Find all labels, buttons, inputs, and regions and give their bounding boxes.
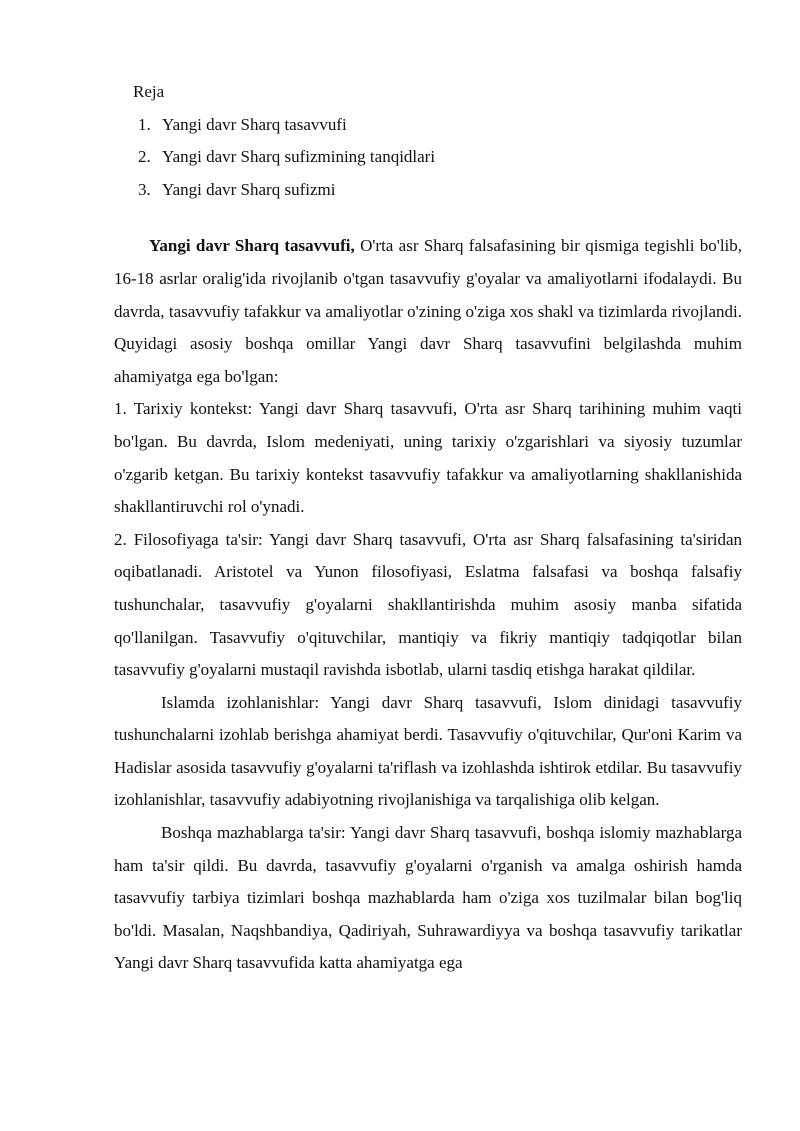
paragraph-islamic-interpretations: Islamda izohlanishlar: Yangi davr Sharq tasavvufi, Islom dinidagi tasavvufiy tushunchalarni izohlab berishga ahamiyat berdi. Tasavvufiy o'qituvchilar, Qur'oni Karim va Hadislar asosida tasavvufiy g'oyalarni ta'riflash va izohlashda ishtirok etdilar. Bu tasavvufiy izohlanishlar, tasavvufiy adabiyotning rivojlanishiga va tarqalishiga olib kelgan. bbox=[114, 692, 742, 810]
section-heading: Yangi davr Sharq tasavvufi, bbox=[149, 236, 355, 256]
plan-item bbox=[138, 109, 742, 142]
plan-title: Reja bbox=[133, 82, 165, 101]
plan-item-number: 2. bbox=[138, 147, 151, 167]
plan-item bbox=[138, 141, 742, 174]
plan-list bbox=[114, 109, 742, 207]
paragraph-other-schools: Boshqa mazhablarga ta'sir: Yangi davr Sharq tasavvufi, boshqa islomiy mazhablarga ham ta'sir qildi. Bu davrda, tasavvufiy g'oyalarni o'rganish va amalga oshirish hamda tasavvufiy tarbiya tizimlari boshqa mazhablarda ham o'ziga xos tuzilmalar bilan bog'liq bo'ldi. Masalan, Naqshbandiya, Qadiriyah, Suhrawardiyya va boshqa tasavvufiy tarikatlar Yangi davr Sharq tasavvufida katta ahamiyatga ega bbox=[114, 823, 742, 973]
intro-paragraph bbox=[114, 230, 742, 393]
plan-item-text: Yangi davr Sharq tasavvufi bbox=[162, 114, 347, 134]
spacer bbox=[114, 206, 742, 230]
paragraph-philosophy-influence: 2. Filosofiyaga ta'sir: Yangi davr Sharq tasavvufi, O'rta asr Sharq falsafasining ta'siridan oqibatlanadi. Aristotel va Yunon filosofiyasi, Eslatma falsafasi va boshqa falsafiy tushunchalar, tasavvufiy g'oyalarni shakllantirishda muhim asosiy manba sifatida qo'llanilgan. Tasavvufiy o'qituvchilar, mantiqiy va fikriy mantiqiy tadqiqotlar bilan tasavvufiy g'oyalarni mustaqil ravishda isbotlab, ularni tasdiq etishga harakat qildilar. bbox=[114, 529, 742, 680]
plan-item-text: Yangi davr Sharq sufizmining tanqidlari bbox=[162, 147, 436, 167]
document-page bbox=[114, 76, 742, 980]
plan-item-text: Yangi davr Sharq sufizmi bbox=[162, 179, 336, 199]
plan-item-number: 1. bbox=[138, 114, 151, 134]
paragraph-historical-context: 1. Tarixiy kontekst: Yangi davr Sharq tasavvufi, O'rta asr Sharq tarihining muhim vaqti bo'lgan. Bu davrda, Islom medeniyati, uning tarixiy o'zgarishlari va siyosiy tuzumlar o'zgarib ketgan. Bu tarixiy kontekst tasavvufiy tafakkur va amaliyotlarning shakllanishida shakllantiruvchi rol o'ynadi. bbox=[114, 399, 742, 517]
plan-item-number: 3. bbox=[138, 179, 151, 199]
plan-item bbox=[138, 174, 742, 207]
intro-text: O'rta asr Sharq falsafasining bir qismiga tegishli bo'lib, 16-18 asrlar oralig'ida rivojlanib o'tgan tasavvufiy g'oyalar va amaliyotlarni ifodalaydi. Bu davrda, tasavvufiy tafakkur va amaliyotlar o'zining o'ziga xos shakl va tizimlarda rivojlandi. Quyidagi asosiy boshqa omillar Yangi davr Sharq tasavvufini belgilashda muhim ahamiyatga ega bo'lgan: bbox=[114, 236, 743, 386]
